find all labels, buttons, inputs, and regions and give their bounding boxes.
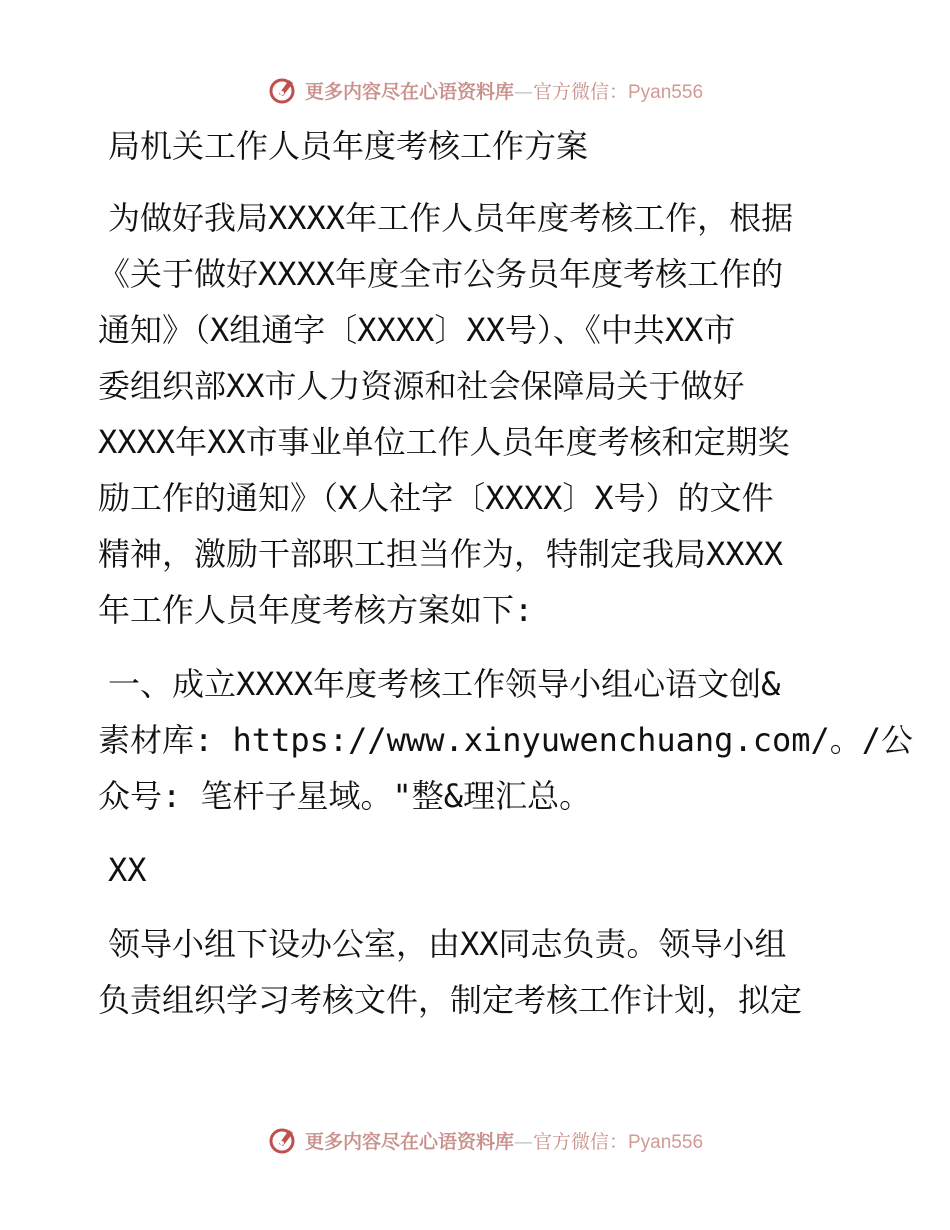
paragraph-line: 众号: 笔杆子星域。"整&理汇总。: [98, 777, 592, 815]
paragraph-4: [98, 916, 858, 1028]
pen-nib-circle-icon: [267, 74, 299, 106]
paragraph-line: 为做好我局XXXX年工作人员年度考核工作，根据: [108, 199, 794, 237]
paragraph-line: XX: [108, 851, 147, 889]
watermark-dash: —: [513, 1130, 533, 1153]
paragraph-line: 负责组织学习考核文件，制定考核工作计划，拟定: [98, 981, 803, 1019]
paragraph-line: 年工作人员年度考核方案如下:: [98, 591, 534, 629]
watermark-title: 更多内容尽在心语资料库: [304, 80, 514, 103]
watermark-group: [267, 74, 703, 106]
paragraph-line: 励工作的通知》（X人社字〔XXXX〕X号）的文件: [98, 479, 774, 517]
watermark-title: 更多内容尽在心语资料库: [304, 1130, 514, 1153]
header-watermark: [0, 70, 950, 110]
paragraph-2: [98, 656, 914, 824]
paragraph-line: 领导小组下设办公室，由XX同志负责。领导小组: [108, 925, 787, 963]
pen-nib-circle-icon: [267, 1124, 299, 1156]
watermark-contact-handle: Pyan556: [628, 81, 704, 103]
watermark-group: [267, 1124, 703, 1156]
watermark-contact-handle: Pyan556: [628, 1131, 704, 1153]
watermark-dash: —: [513, 80, 533, 103]
footer-watermark: [0, 1120, 950, 1160]
paragraph-line: 《关于做好XXXX年度全市公务员年度考核工作的: [98, 255, 784, 293]
paragraph-line: 一、成立XXXX年度考核工作领导小组心语文创&: [108, 665, 781, 703]
document-title: 局机关工作人员年度考核工作方案: [108, 127, 589, 165]
watermark-contact-label: 官方微信：: [532, 1130, 628, 1153]
paragraph-line: XXXX年XX市事业单位工作人员年度考核和定期奖: [98, 423, 790, 461]
watermark-text: [305, 77, 703, 104]
paragraph-line: 委组织部XX市人力资源和社会保障局关于做好: [98, 367, 745, 405]
watermark-text: [305, 1127, 703, 1154]
paragraph-line: 素材库: https://www.xinyuwenchuang.com/。/公: [98, 721, 914, 759]
paragraph-3: [98, 842, 858, 898]
paragraph-line: 精神，激励干部职工担当作为，特制定我局XXXX: [98, 535, 784, 573]
paragraph-line: 通知》（X组通字〔XXXX〕XX号）、《中共XX市: [98, 311, 736, 349]
paragraph-1: [98, 190, 858, 638]
document-body: [98, 118, 914, 1028]
watermark-contact-label: 官方微信：: [532, 80, 628, 103]
